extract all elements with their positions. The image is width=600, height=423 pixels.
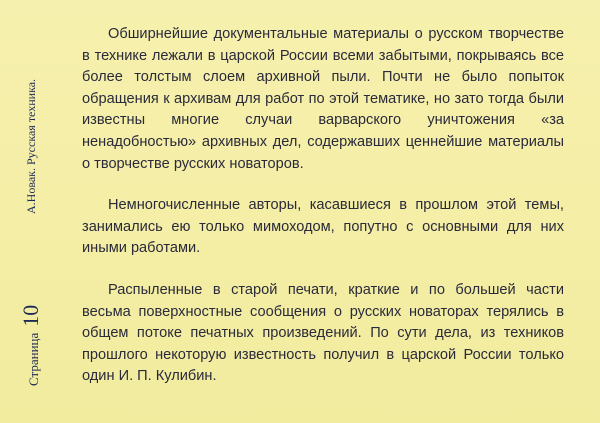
page-label: Страница <box>26 332 41 386</box>
page-margin <box>0 0 60 423</box>
page-number: 10 <box>18 304 43 327</box>
running-header: А.Новак. Русская техника. <box>24 78 38 214</box>
page-number-label <box>18 305 44 386</box>
body-text <box>82 24 564 388</box>
paragraph-2: Немногочисленные авторы, касавшиеся в прошлом этой темы, занимались ею только мимоходом, попутно с основными для них иными работами. <box>82 197 564 257</box>
paragraph-3: Распыленные в старой печати, краткие и по большей части весьма поверхностные сообщения о русских новаторах терялись в общем потоке печатных произведений. По сути дела, из техников прошлого некоторую известность получил в царской России только один И. П. Кулибин. <box>82 281 564 385</box>
paragraph-1: Обширнейшие документальные материалы о русском творчестве в технике лежали в царской России всеми забытыми, покрываясь все более толстым слоем архивной пыли. Почти не было попыток обращения к архивам для работ по этой тематике, но зато тогда были известны многие случаи варварского уничтожения «за ненадобностью» архивных дел, содержавших ценнейшие материалы о творчестве русских новаторов. <box>82 26 564 172</box>
